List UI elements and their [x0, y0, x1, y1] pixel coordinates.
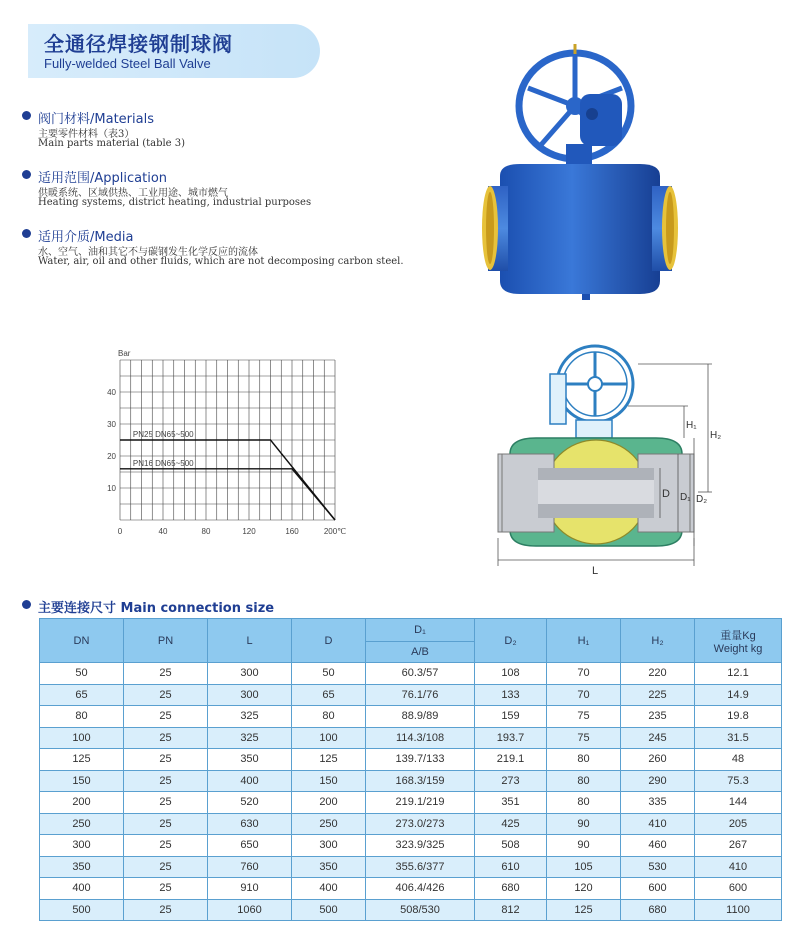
page-title: 全通径焊接钢制球阀 [44, 32, 233, 56]
cell-h1: 75 [547, 727, 621, 749]
cell-d: 500 [292, 899, 366, 921]
cell-d2: 351 [475, 792, 547, 814]
section-heading: 适用范围/Application [38, 171, 168, 186]
cell-h1: 70 [547, 663, 621, 685]
cell-d2: 508 [475, 835, 547, 857]
cell-h2: 410 [621, 813, 695, 835]
cell-weight: 600 [695, 878, 782, 900]
cell-d2: 159 [475, 706, 547, 728]
cell-pn: 25 [124, 899, 208, 921]
cell-pn: 25 [124, 727, 208, 749]
cell-d1: 60.3/57 [366, 663, 475, 685]
series-label-0: PN25 DN65~500 [132, 430, 194, 439]
cell-dn: 200 [40, 792, 124, 814]
cell-weight: 75.3 [695, 770, 782, 792]
table-row [40, 899, 782, 921]
cell-l: 520 [208, 792, 292, 814]
series-label-1: PN16 DN65~500 [132, 458, 194, 468]
cell-d1: 508/530 [366, 899, 475, 921]
table-row [40, 684, 782, 706]
cell-dn: 125 [40, 749, 124, 771]
cell-pn: 25 [124, 878, 208, 900]
cell-h1: 75 [547, 706, 621, 728]
cell-l: 910 [208, 878, 292, 900]
col-header-h1: H₁ [547, 619, 621, 663]
cell-dn: 80 [40, 706, 124, 728]
cell-l: 300 [208, 684, 292, 706]
pressure-temperature-chart [107, 349, 370, 540]
table-row [40, 727, 782, 749]
cell-d2: 425 [475, 813, 547, 835]
cell-pn: 25 [124, 856, 208, 878]
table-row [40, 813, 782, 835]
cell-h1: 125 [547, 899, 621, 921]
cell-d: 400 [292, 878, 366, 900]
x-tick-label: 200℃ [323, 527, 347, 536]
cell-weight: 14.9 [695, 684, 782, 706]
valve-product-image [480, 36, 680, 300]
y-tick-label: 40 [107, 388, 116, 397]
table-row [40, 835, 782, 857]
dim-label-l: L [592, 565, 599, 577]
table-row [40, 663, 782, 685]
dim-label-d: D [662, 488, 670, 500]
cell-pn: 25 [124, 835, 208, 857]
cell-d1: 168.3/159 [366, 770, 475, 792]
x-tick-label: 40 [158, 527, 168, 536]
dim-label-d2: D₂ [696, 494, 708, 505]
cell-d2: 108 [475, 663, 547, 685]
col-header-d: D [292, 619, 366, 663]
cell-h2: 290 [621, 770, 695, 792]
table-row [40, 749, 782, 771]
cell-l: 400 [208, 770, 292, 792]
cell-d2: 273 [475, 770, 547, 792]
valve-dimension-drawing [488, 342, 733, 582]
cell-d: 100 [292, 727, 366, 749]
cell-h1: 70 [547, 684, 621, 706]
cell-l: 650 [208, 835, 292, 857]
cell-d2: 133 [475, 684, 547, 706]
x-tick-label: 0 [117, 527, 123, 536]
cell-pn: 25 [124, 663, 208, 685]
cell-pn: 25 [124, 792, 208, 814]
cell-weight: 1100 [695, 899, 782, 921]
cell-h2: 225 [621, 684, 695, 706]
cell-h2: 460 [621, 835, 695, 857]
cell-weight: 267 [695, 835, 782, 857]
dim-label-h1: H₁ [686, 420, 697, 431]
cell-d: 50 [292, 663, 366, 685]
x-tick-label: 80 [201, 527, 211, 536]
cell-d: 125 [292, 749, 366, 771]
y-tick-label: 20 [107, 452, 116, 461]
section-heading: 适用介质/Media [38, 230, 134, 245]
table-row [40, 706, 782, 728]
cell-weight: 144 [695, 792, 782, 814]
cell-pn: 25 [124, 813, 208, 835]
cell-dn: 350 [40, 856, 124, 878]
cell-l: 300 [208, 663, 292, 685]
dim-label-h2: H₂ [710, 430, 722, 441]
cell-d2: 812 [475, 899, 547, 921]
y-tick-label: 10 [107, 484, 116, 493]
col-header-d2: D₂ [475, 619, 547, 663]
table-row [40, 792, 782, 814]
cell-h1: 80 [547, 770, 621, 792]
table-title: 主要连接尺寸 Main connection size [38, 601, 275, 616]
cell-l: 350 [208, 749, 292, 771]
cell-dn: 100 [40, 727, 124, 749]
cell-h2: 235 [621, 706, 695, 728]
cell-dn: 50 [40, 663, 124, 685]
cell-dn: 65 [40, 684, 124, 706]
col-header-dn: DN [40, 619, 124, 663]
cell-h2: 335 [621, 792, 695, 814]
table-row [40, 878, 782, 900]
col-header-h2: H₂ [621, 619, 695, 663]
cell-weight: 19.8 [695, 706, 782, 728]
cell-d1: 219.1/219 [366, 792, 475, 814]
table-row [40, 856, 782, 878]
bullet-icon [22, 170, 31, 179]
cell-d1: 406.4/426 [366, 878, 475, 900]
cell-h2: 680 [621, 899, 695, 921]
section-text-en: Water, air, oil and other fluids, which are not decomposing carbon steel. [38, 256, 404, 267]
section-text-en: Heating systems, district heating, industrial purposes [38, 197, 312, 208]
weight-en: Weight kg [713, 642, 763, 655]
cell-h2: 600 [621, 878, 695, 900]
cell-h1: 120 [547, 878, 621, 900]
x-tick-label: 120 [242, 527, 256, 536]
cell-d1: 139.7/133 [366, 749, 475, 771]
cell-dn: 150 [40, 770, 124, 792]
cell-d1: 323.9/325 [366, 835, 475, 857]
bullet-icon [22, 600, 31, 609]
cell-d2: 219.1 [475, 749, 547, 771]
cell-d: 65 [292, 684, 366, 706]
cell-weight: 12.1 [695, 663, 782, 685]
y-axis-label: Bar [118, 349, 131, 358]
cell-dn: 400 [40, 878, 124, 900]
cell-h1: 80 [547, 749, 621, 771]
cell-h1: 105 [547, 856, 621, 878]
cell-l: 1060 [208, 899, 292, 921]
cell-h1: 90 [547, 835, 621, 857]
col-header-d1: D₁ [366, 619, 475, 642]
cell-pn: 25 [124, 684, 208, 706]
section-text-zh: 供暖系统、区域供热、工业用途、城市燃气 [38, 188, 228, 199]
cell-dn: 500 [40, 899, 124, 921]
connection-size-table [39, 618, 782, 921]
cell-d2: 680 [475, 878, 547, 900]
cell-weight: 205 [695, 813, 782, 835]
cell-l: 760 [208, 856, 292, 878]
chart-labels [107, 349, 346, 536]
x-tick-label: 160 [285, 527, 299, 536]
cell-weight: 48 [695, 749, 782, 771]
cell-l: 630 [208, 813, 292, 835]
cell-h2: 530 [621, 856, 695, 878]
cell-d2: 610 [475, 856, 547, 878]
page-subtitle: Fully-welded Steel Ball Valve [44, 56, 211, 71]
cell-d: 350 [292, 856, 366, 878]
bullet-icon [22, 111, 31, 120]
cell-l: 325 [208, 727, 292, 749]
section-text-zh: 水、空气、油和其它不与碳钢发生化学反应的流体 [38, 247, 258, 258]
col-header-weight [695, 619, 782, 663]
section-heading: 阀门材料/Materials [38, 112, 154, 127]
cell-d1: 88.9/89 [366, 706, 475, 728]
cell-h1: 90 [547, 813, 621, 835]
cell-d2: 193.7 [475, 727, 547, 749]
section-text-zh: 主要零件材料（表3） [38, 129, 135, 140]
bullet-icon [22, 229, 31, 238]
cell-d: 80 [292, 706, 366, 728]
cell-h2: 245 [621, 727, 695, 749]
col-header-pn: PN [124, 619, 208, 663]
cell-l: 325 [208, 706, 292, 728]
col-header-l: L [208, 619, 292, 663]
y-tick-label: 30 [107, 420, 116, 429]
cell-weight: 410 [695, 856, 782, 878]
cell-d1: 273.0/273 [366, 813, 475, 835]
cell-h2: 220 [621, 663, 695, 685]
table-body [40, 663, 782, 921]
cell-dn: 300 [40, 835, 124, 857]
cell-h2: 260 [621, 749, 695, 771]
cell-pn: 25 [124, 706, 208, 728]
cell-d1: 355.6/377 [366, 856, 475, 878]
cell-d: 250 [292, 813, 366, 835]
section-text-en: Main parts material (table 3) [38, 138, 186, 149]
cell-d1: 114.3/108 [366, 727, 475, 749]
table-row [40, 770, 782, 792]
cell-d: 300 [292, 835, 366, 857]
cell-pn: 25 [124, 749, 208, 771]
col-header-d1-sub: A/B [366, 642, 475, 663]
cell-d: 200 [292, 792, 366, 814]
cell-weight: 31.5 [695, 727, 782, 749]
cell-d: 150 [292, 770, 366, 792]
cell-d1: 76.1/76 [366, 684, 475, 706]
cell-h1: 80 [547, 792, 621, 814]
cell-dn: 250 [40, 813, 124, 835]
weight-zh: 重量Kg [720, 629, 756, 642]
cell-pn: 25 [124, 770, 208, 792]
dim-label-d1: D₁ [680, 492, 691, 503]
